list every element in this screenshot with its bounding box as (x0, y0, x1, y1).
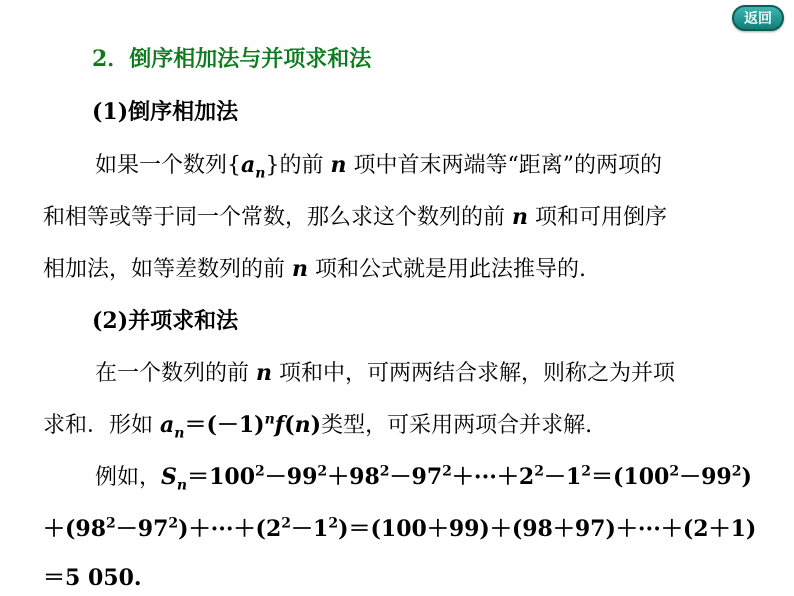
example-line: 例如，$S_n=100^2-99^2+98^2-97^2+\cdot\cdot\cdot+2^2-1^2=(100^2-99^2)$ (95, 463, 752, 494)
section-heading: 2．倒序相加法与并项求和法 (92, 46, 372, 72)
example-result: ＝5 050. (43, 565, 142, 591)
subsection-title-reverse-add: (1)倒序相加法 (92, 99, 239, 125)
paragraph-line: 在一个数列的前 n 项和中，可两两结合求解，则称之为并项 (95, 360, 675, 386)
paragraph-line: 如果一个数列$\{a_n\}$的前 n 项中首末两端等“距离”的两项的 (95, 152, 662, 182)
back-button[interactable]: 返回 (732, 5, 784, 31)
example-line: $+(98^2-97^2)+\cdot\cdot\cdot+(2^2-1^2)=(100+99)+(98+97)+\cdot\cdot\cdot+(2+1)$ (43, 515, 757, 542)
paragraph-line: 相加法，如等差数列的前 n 项和公式就是用此法推导的. (43, 256, 586, 282)
paragraph-line: 和相等或等于同一个常数，那么求这个数列的前 n 项和可用倒序 (43, 204, 667, 230)
subsection-title-merge-terms: (2)并项求和法 (92, 308, 239, 334)
paragraph-line: 求和．形如 $a_n=(-1)^nf(n)$类型，可采用两项合并求解. (43, 411, 593, 442)
